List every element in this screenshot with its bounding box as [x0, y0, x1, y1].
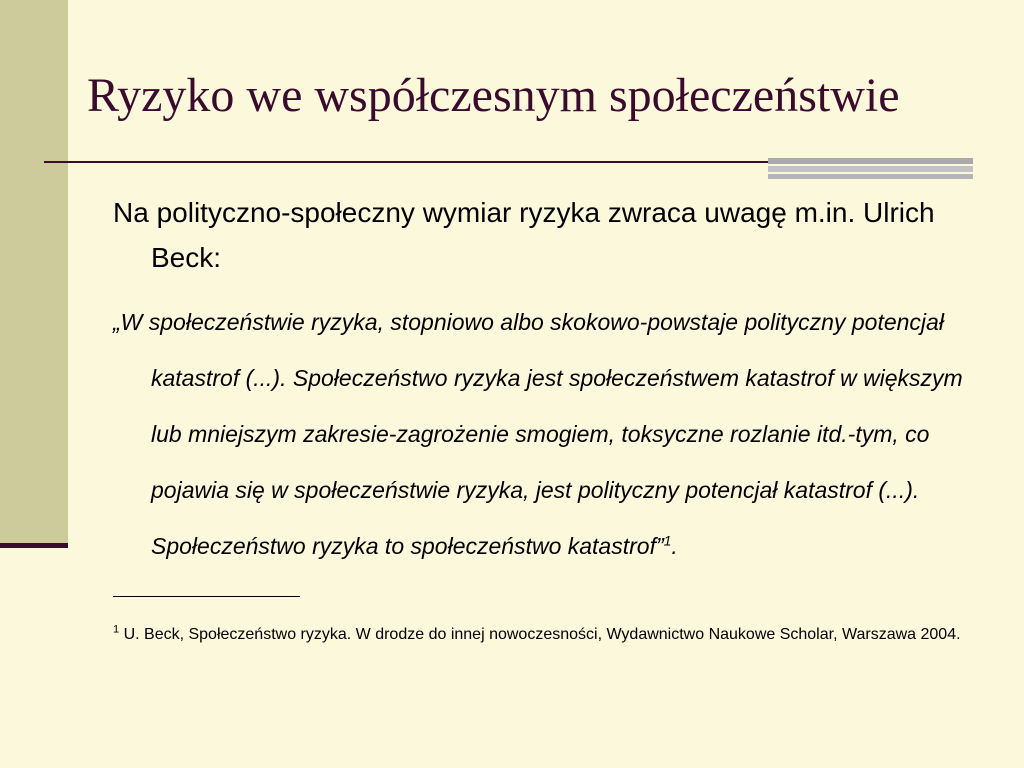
quote-text: „W społeczeństwie ryzyka, stopniowo albo skokowo-powstaje polityczny potencjał katastrof (...). Społeczeństwo ryzyka jest społeczeństwem katastrof w większym lub mniejszym zakresie-zagrożenie smogiem, toksyczne rozlanie itd.-tym, co pojawia się w społeczeństwie ryzyka, jest polityczny potencjał katastrof (...). Społeczeństwo ryzyka to społeczeństwo katastrof”	[113, 309, 963, 559]
accent-bars	[768, 158, 973, 180]
footnote-divider	[113, 596, 300, 597]
quote-end: .	[671, 533, 678, 559]
accent-bar	[768, 166, 973, 172]
left-decorative-band	[0, 0, 68, 545]
accent-bar	[768, 158, 973, 164]
slide-title: Ryzyko we współczesnym społeczeństwie	[87, 69, 900, 122]
title-divider	[44, 161, 772, 163]
accent-bar	[768, 174, 973, 179]
footnote-text: U. Beck, Społeczeństwo ryzyka. W drodze do innej nowoczesności, Wydawnictwo Naukowe Scholar, Warszawa 2004.	[119, 626, 961, 643]
footnote	[113, 621, 983, 648]
left-band-divider	[0, 543, 68, 548]
footnote-reference: 1	[663, 532, 672, 549]
quote-paragraph	[113, 294, 983, 574]
footnote-number: 1	[113, 623, 120, 636]
intro-paragraph: Na polityczno-społeczny wymiar ryzyka zwraca uwagę m.in. Ulrich Beck:	[113, 197, 935, 273]
slide-content	[113, 190, 983, 648]
